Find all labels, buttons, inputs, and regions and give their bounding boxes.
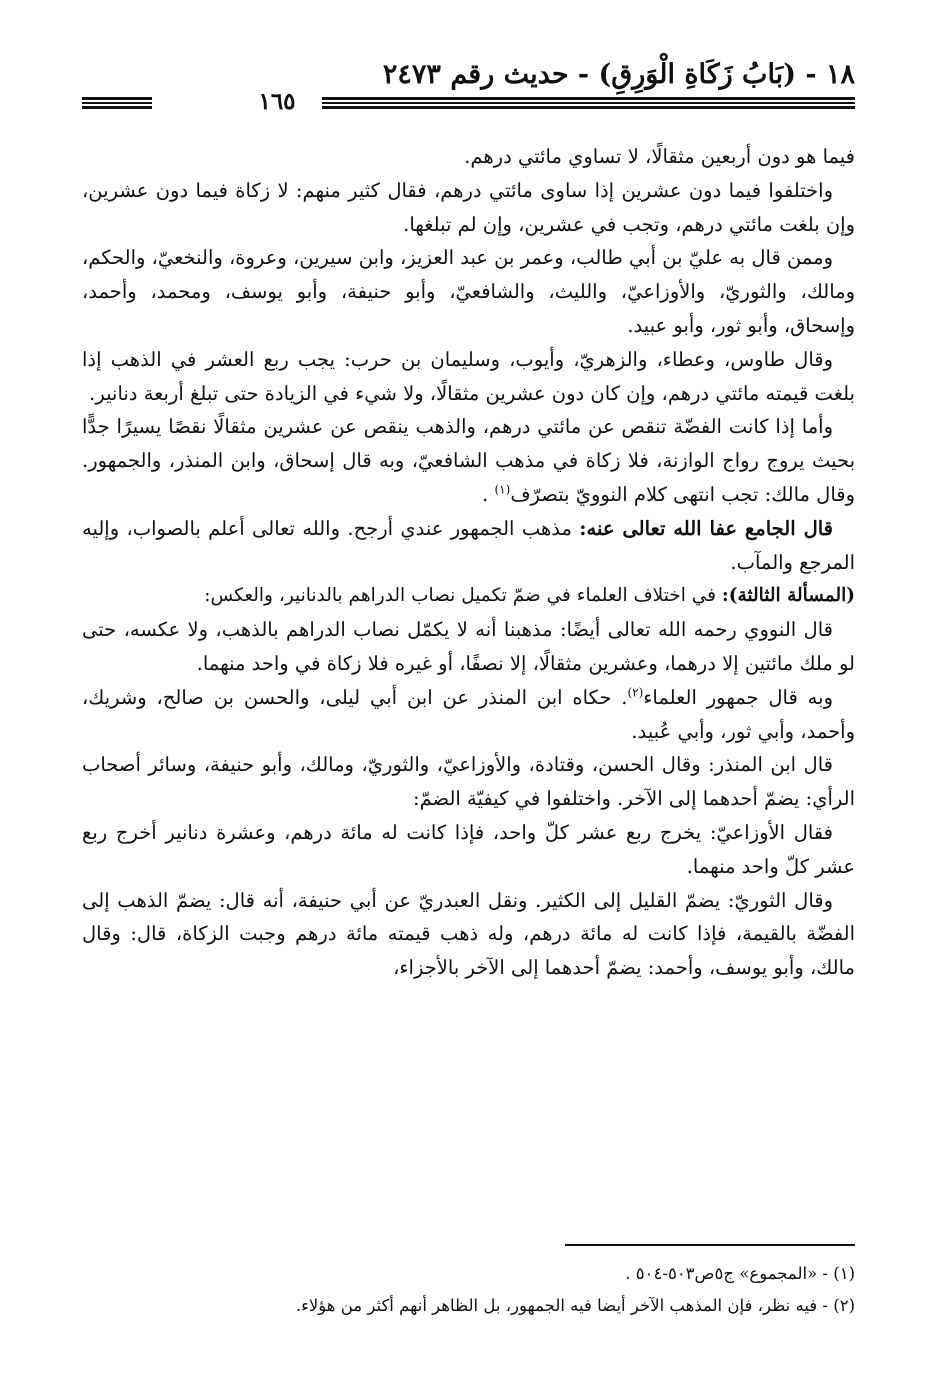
- paragraph: قال النووي رحمه الله تعالى أيضًا: مذهبنا أنه لا يكمّل نصاب الدراهم بالذهب، ولا عكسه، حتى لو ملك مائتين إلا درهما، وعشرين مثقالًا، إلا نصفًا، أو غيره فلا زكاة في واحد منهما.: [82, 618, 855, 675]
- paragraph: [82, 410, 855, 511]
- paragraph: [82, 681, 855, 749]
- paragraph-text: وبه قال جمهور العلماء: [643, 685, 833, 709]
- page-header: [82, 58, 855, 116]
- paragraph: وممن قال به عليّ بن أبي طالب، وعمر بن عبد العزيز، وابن سيرين، وعروة، والنخعيّ، والحكم، ومالك، والثوريّ، والأوزاعيّ، والليث، والشافعيّ، وأبو حنيفة، وأبو يوسف، ومحمد، وأحمد، وإسحاق، وأبو ثور، وأبو عبيد.: [82, 246, 855, 337]
- question-label: (المسألة الثالثة):: [721, 585, 855, 607]
- paragraph: وقال طاوس، وعطاء، والزهريّ، وأيوب، وسليمان بن حرب: يجب ربع العشر في الذهب إذا بلغت قيمته مائتي درهم، وإن كان دون عشرين مثقالًا، ولا شيء في الزيادة حتى تبلغ أربعة دنانير.: [82, 347, 855, 405]
- paragraph: قال ابن المنذر: وقال الحسن، وقتادة، والأوزاعيّ، والثوريّ، ومالك، وأبو حنيفة، وسائر أصحاب الرأي: يضمّ أحدهما إلى الآخر. واختلفوا في كيفيّة الضمّ:: [82, 753, 855, 811]
- paragraph: وقال الثوريّ: يضمّ القليل إلى الكثير. ونقل العبدريّ عن أبي حنيفة، أنه قال: يضمّ الذهب إلى الفضّة بالقيمة، فإذا كانت له مائة درهم، وله ذهب قيمته مائة درهم وجبت الزكاة، قال: وقال مالك، وأبو يوسف، وأحمد: يضمّ أحدهما إلى الآخر بالأجزاء،: [82, 888, 855, 980]
- footnote-marker: (١): [494, 482, 511, 497]
- author-comment: [82, 512, 855, 580]
- header-rule-right: [322, 97, 855, 109]
- footnote-marker: (٢): [627, 685, 644, 700]
- footnote: (١) - «المجموع» ج٥ص٥٠٣-٥٠٤ .: [625, 1264, 855, 1283]
- footnote: (٢) - فيه نظر، فإن المذهب الآخر أيضا فيه الجمهور، بل الظاهر أنهم أكثر من هؤلاء.: [295, 1296, 855, 1315]
- main-text: [82, 140, 855, 985]
- question-title: في اختلاف العلماء في ضمّ تكميل نصاب الدراهم بالدنانير، والعكس:: [204, 585, 717, 607]
- paragraph: فقال الأوزاعيّ: يخرج ربع عشر كلّ واحد، فإذا كانت له مائة درهم، وعشرة دنانير أخرج ربع عشر كلّ واحد منهما.: [82, 820, 855, 878]
- author-comment-lead: قال الجامع عفا الله تعالى عنه:: [579, 516, 833, 540]
- header-rule-left: [82, 97, 152, 109]
- paragraph-end: .: [482, 482, 495, 506]
- footnote-separator: [565, 1244, 855, 1246]
- question-heading: [82, 579, 855, 613]
- running-title: ١٨ - (بَابُ زَكَاةِ الْوَرِقِ) - حديث رقم ٢٤٧٣: [382, 59, 855, 90]
- author-comment-text: مذهب الجمهور عندي أرجح. والله تعالى أعلم بالصواب، وإليه المرجع والمآب.: [82, 516, 855, 574]
- paragraph-text: . حكاه ابن المنذر عن ابن أبي ليلى، والحسن بن صالح، وشريك، وأحمد، وأبي ثور، وأبي عُبيد.: [82, 685, 855, 743]
- paragraph: فيما هو دون أربعين مثقالًا، لا تساوي مائتي درهم.: [464, 145, 855, 168]
- paragraph-text: وأما إذا كانت الفضّة تنقص عن مائتي درهم، والذهب ينقص عن عشرين مثقالًا نقصًا يسيرًا جدًّا بحيث يروج رواج الوازنة، فلا زكاة في مذهب الشافعيّ، وبه قال إسحاق، وابن المنذر، والجمهور. وقال مالك: تجب انتهى كلام النوويّ بتصرّف: [82, 415, 855, 506]
- page-number: ١٦٥: [258, 88, 296, 115]
- footnotes: [82, 1258, 855, 1322]
- paragraph: واختلفوا فيما دون عشرين إذا ساوى مائتي درهم، فقال كثير منهم: لا زكاة فيما دون عشرين، وإن بلغت مائتي درهم، وتجب في عشرين، وإن لم تبلغها.: [82, 178, 855, 236]
